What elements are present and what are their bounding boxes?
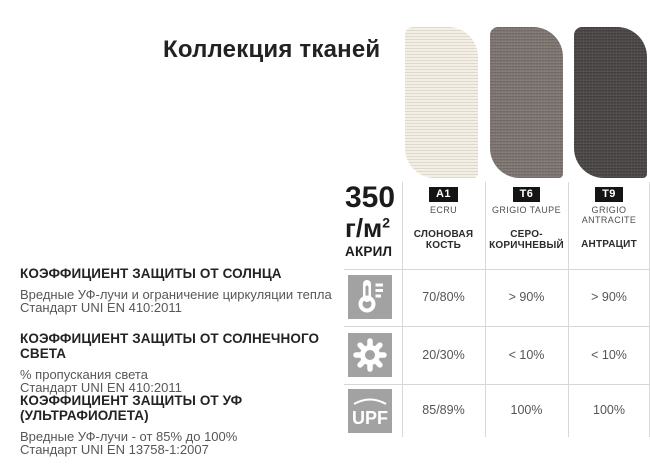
- value-cell: < 10%: [591, 348, 627, 362]
- fabric-code-badge: T6: [513, 187, 541, 202]
- fabric-code-badge: A1: [429, 187, 458, 202]
- unit-text: г/м: [345, 213, 383, 243]
- row-sun-protection: [20, 266, 345, 314]
- fabric-code-badge: T9: [595, 187, 623, 202]
- value-cell: 85/89%: [422, 403, 465, 417]
- value-cell: 100%: [510, 403, 543, 417]
- row-title: КОЭФФИЦИЕНТ ЗАЩИТЫ ОТ СОЛНЦА: [20, 266, 282, 281]
- row-standard: Стандарт UNI EN 410:2011: [20, 380, 182, 395]
- value-cell: 70/80%: [422, 290, 465, 304]
- value-cell: 20/30%: [422, 348, 465, 362]
- fabric-header-ecru: [402, 184, 485, 268]
- row-title: КОЭФФИЦИЕНТ ЗАЩИТЫ ОТ УФ (УЛЬТРАФИОЛЕТА): [20, 393, 243, 423]
- row-subtitle: Вредные УФ-лучи и ограничение циркуляции тепла: [20, 287, 332, 302]
- grid-hline: [344, 269, 650, 270]
- fabric-weight: 350: [345, 181, 396, 214]
- fabric-name-ru: СЛОНОВАЯ КОСТЬ: [413, 229, 474, 251]
- row-uv-protection: [20, 393, 345, 456]
- fabric-swatch-ecru: [405, 27, 478, 178]
- fabric-header-anthracite: [568, 184, 650, 268]
- fabric-name-ru: СЕРО-КОРИЧНЕВЫЙ: [489, 229, 564, 251]
- fabric-name-en: GRIGIO TAUPE: [492, 205, 561, 215]
- thermometer-icon: [348, 275, 392, 319]
- page-title: Коллекция тканей: [163, 36, 381, 63]
- row-standard: Стандарт UNI EN 410:2011: [20, 300, 182, 315]
- row-title: КОЭФФИЦИЕНТ ЗАЩИТЫ ОТ СОЛНЕЧНОГО СВЕТА: [20, 331, 320, 361]
- row-subtitle: % пропускания света: [20, 367, 148, 382]
- value-cell: > 90%: [508, 290, 545, 304]
- fabric-weight-unit: [345, 215, 395, 241]
- fabric-swatch-anthracite: [574, 27, 647, 178]
- value-cell: < 10%: [508, 348, 545, 362]
- fabric-spec: [345, 183, 395, 259]
- sun-icon: [348, 333, 392, 377]
- row-standard: Стандарт UNI EN 13758-1:2007: [20, 442, 209, 457]
- grid-hline: [344, 384, 650, 385]
- fabric-name-en: GRIGIO ANTRACITE: [581, 205, 637, 225]
- upf-icon: [348, 389, 392, 433]
- value-cell: 100%: [593, 403, 625, 417]
- row-sunlight-protection: [20, 331, 345, 394]
- fabric-swatch-taupe: [490, 27, 563, 178]
- fabric-name-ru: АНТРАЦИТ: [581, 239, 637, 250]
- fabric-material: АКРИЛ: [345, 244, 393, 259]
- unit-sup: 2: [382, 214, 391, 231]
- svg-text:UPF: UPF: [352, 408, 388, 428]
- grid-hline: [344, 326, 650, 327]
- row-subtitle: Вредные УФ-лучи - от 85% до 100%: [20, 429, 238, 444]
- fabric-name-en: ECRU: [429, 205, 458, 215]
- fabric-header-taupe: [485, 184, 568, 268]
- value-cell: > 90%: [591, 290, 627, 304]
